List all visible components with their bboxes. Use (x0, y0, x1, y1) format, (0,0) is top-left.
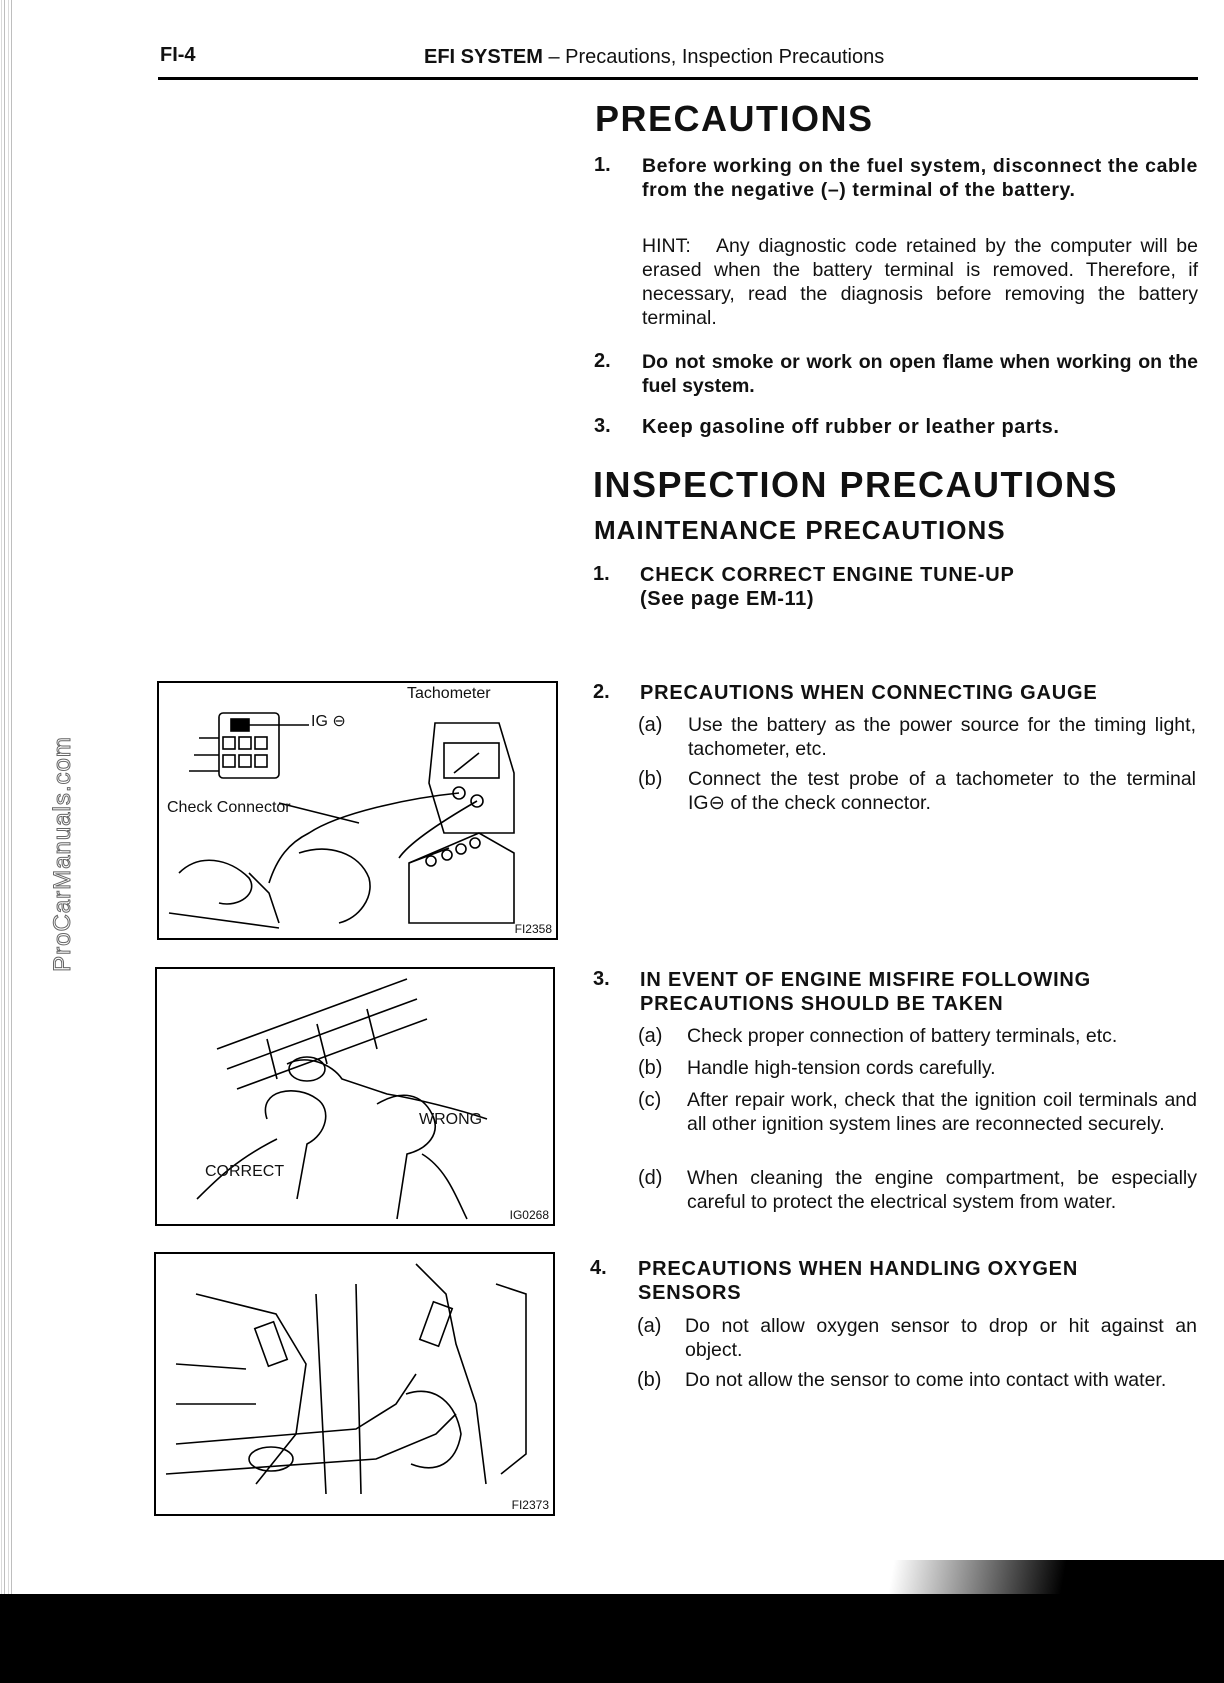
figure-code: IG0268 (509, 1208, 549, 1222)
hint-paragraph (642, 234, 1198, 330)
insp-4b-tag: (b) (637, 1369, 662, 1391)
label-correct: CORRECT (205, 1163, 285, 1180)
insp-4-title: PRECAUTIONS WHEN HANDLING OXYGEN SENSORS (638, 1258, 1079, 1304)
scan-bottom-band (0, 1594, 1224, 1683)
prec-2-num: 2. (594, 350, 611, 372)
insp-1-title: CHECK CORRECT ENGINE TUNE-UP (640, 564, 1015, 586)
insp-3-num: 3. (593, 968, 610, 990)
label-check-connector: Check Connector (167, 799, 291, 816)
label-wrong: WRONG (419, 1111, 483, 1128)
insp-2-num: 2. (593, 681, 610, 703)
hint-label: HINT: (642, 235, 691, 257)
insp-1-subtitle: (See page EM-11) (640, 588, 815, 610)
insp-2b-text: Connect the test probe of a tachometer to the terminal IG⊖ of the check connector. (688, 768, 1196, 814)
prec-3-text: Keep gasoline off rubber or leather parts. (642, 416, 1060, 438)
prec-2-text: Do not smoke or work on open flame when working on the fuel system. (642, 351, 1198, 397)
insp-3-title: IN EVENT OF ENGINE MISFIRE FOLLOWING PRECAUTIONS SHOULD BE TAKEN (640, 969, 1092, 1015)
page-code: FI-4 (160, 44, 196, 66)
insp-4b-text: Do not allow the sensor to come into contact with water. (685, 1369, 1167, 1391)
insp-4-num: 4. (590, 1257, 607, 1279)
insp-2a-tag: (a) (638, 714, 663, 736)
watermark: ProCarManuals.com (48, 736, 76, 972)
oxygen-sensor-illustration (156, 1254, 553, 1514)
prec-3-num: 3. (594, 415, 611, 437)
cord-handling-illustration (157, 969, 553, 1224)
label-tachometer: Tachometer (407, 685, 491, 702)
figure-cord-handling (155, 967, 555, 1226)
insp-4a-tag: (a) (637, 1315, 662, 1337)
header-title-rest: – Precautions, Inspection Precautions (542, 46, 885, 68)
insp-3d-tag: (d) (638, 1167, 663, 1189)
figure-code: FI2358 (514, 922, 552, 936)
page-header-title (424, 46, 884, 69)
hint-text: Any diagnostic code retained by the computer will be erased when the battery terminal is removed. Therefore, if necessary, read the diagnosis before removing the battery terminal. (642, 235, 1198, 329)
scan-edge-artifact (0, 0, 14, 1683)
insp-3a-tag: (a) (638, 1025, 663, 1047)
figure-code: FI2373 (511, 1498, 549, 1512)
insp-2b-tag: (b) (638, 768, 663, 790)
insp-2a-text: Use the battery as the power source for the timing light, tachometer, etc. (688, 714, 1196, 760)
insp-3b-tag: (b) (638, 1057, 663, 1079)
prec-1-text: Before working on the fuel system, disconnect the cable from the negative (–) terminal of the battery. (642, 155, 1198, 201)
insp-3b-text: Handle high-tension cords carefully. (687, 1057, 996, 1079)
inspection-heading: INSPECTION PRECAUTIONS (593, 464, 1119, 505)
insp-3c-tag: (c) (638, 1089, 662, 1111)
precautions-heading: PRECAUTIONS (595, 98, 874, 139)
insp-2-title: PRECAUTIONS WHEN CONNECTING GAUGE (640, 682, 1098, 704)
header-title-bold: EFI SYSTEM (424, 46, 543, 68)
insp-4a-text: Do not allow oxygen sensor to drop or hit against an object. (685, 1315, 1197, 1361)
header-rule (158, 77, 1198, 80)
label-ig-terminal: IG ⊖ (311, 713, 346, 730)
figure-tachometer-connection (157, 681, 558, 940)
maintenance-subheading: MAINTENANCE PRECAUTIONS (594, 515, 1006, 545)
insp-3c-text: After repair work, check that the ignition coil terminals and all other ignition system lines are reconnected securely. (687, 1089, 1197, 1135)
insp-1-num: 1. (593, 563, 610, 585)
prec-1-num: 1. (594, 154, 611, 176)
insp-3d-text: When cleaning the engine compartment, be especially careful to protect the electrical system from water. (687, 1167, 1197, 1213)
insp-3a-text: Check proper connection of battery terminals, etc. (687, 1025, 1118, 1047)
figure-oxygen-sensors (154, 1252, 555, 1516)
